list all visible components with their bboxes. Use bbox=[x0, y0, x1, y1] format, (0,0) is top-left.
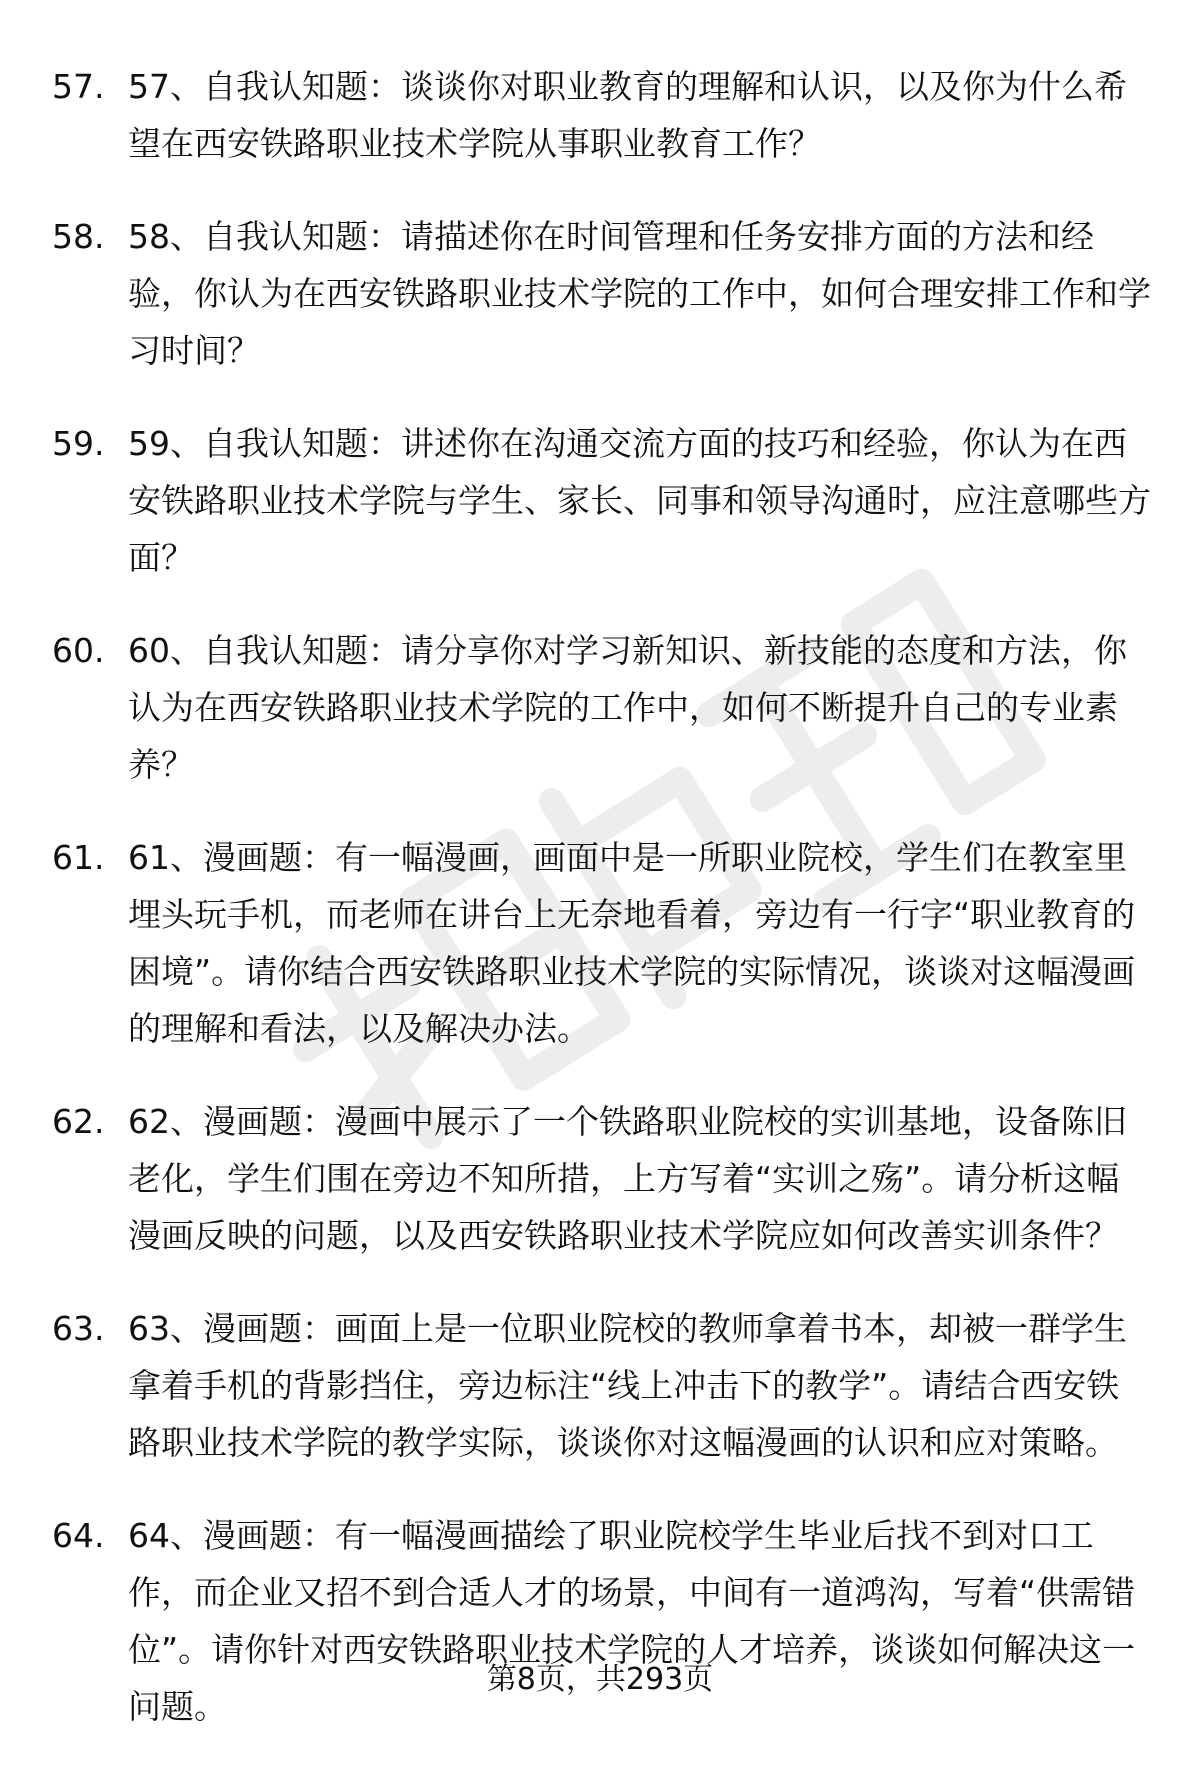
question-item bbox=[52, 415, 1152, 586]
question-number: 61. bbox=[52, 838, 105, 877]
question-item bbox=[52, 58, 1152, 172]
question-item bbox=[52, 829, 1152, 1057]
question-text: 62、漫画题：漫画中展示了一个铁路职业院校的实训基地，设备陈旧老化，学生们围在旁边不知所措，上方写着“实训之殇”。请分析这幅漫画反映的问题，以及西安铁路职业技术学院应如何改善实训条件？ bbox=[128, 1102, 1127, 1255]
question-text: 58、自我认知题：请描述你在时间管理和任务安排方面的方法和经验，你认为在西安铁路职业技术学院的工作中，如何合理安排工作和学习时间？ bbox=[128, 217, 1151, 370]
question-number: 59. bbox=[52, 424, 105, 463]
page-footer: 第8页，共293页 bbox=[486, 1662, 714, 1697]
question-number: 57. bbox=[52, 67, 105, 106]
question-text: 64、漫画题：有一幅漫画描绘了职业院校学生毕业后找不到对口工作，而企业又招不到合适人才的场景，中间有一道鸿沟，写着“供需错位”。请你针对西安铁路职业技术学院的人才培养，谈谈如何解决这一问题。 bbox=[128, 1516, 1136, 1726]
question-text: 63、漫画题：画面上是一位职业院校的教师拿着书本，却被一群学生拿着手机的背影挡住，旁边标注“线上冲击下的教学”。请结合西安铁路职业技术学院的教学实际，谈谈你对这幅漫画的认识和应对策略。 bbox=[128, 1309, 1127, 1462]
question-item bbox=[52, 208, 1152, 379]
question-number: 58. bbox=[52, 217, 105, 256]
question-list bbox=[52, 58, 1152, 1771]
question-item bbox=[52, 1093, 1152, 1264]
question-text: 59、自我认知题：讲述你在沟通交流方面的技巧和经验，你认为在西安铁路职业技术学院与学生、家长、同事和领导沟通时，应注意哪些方面？ bbox=[128, 424, 1151, 577]
question-number: 63. bbox=[52, 1309, 105, 1348]
question-item bbox=[52, 1507, 1152, 1735]
question-text: 61、漫画题：有一幅漫画，画面中是一所职业院校，学生们在教室里埋头玩手机，而老师在讲台上无奈地看着，旁边有一行字“职业教育的困境”。请你结合西安铁路职业技术学院的实际情况，谈谈对这幅漫画的理解和看法，以及解决办法。 bbox=[128, 838, 1136, 1048]
question-text: 57、自我认知题：谈谈你对职业教育的理解和认识，以及你为什么希望在西安铁路职业技术学院从事职业教育工作？ bbox=[128, 67, 1127, 163]
question-item bbox=[52, 622, 1152, 793]
question-number: 62. bbox=[52, 1102, 105, 1141]
question-text: 60、自我认知题：请分享你对学习新知识、新技能的态度和方法，你认为在西安铁路职业技术学院的工作中，如何不断提升自己的专业素养？ bbox=[128, 631, 1127, 784]
question-item bbox=[52, 1300, 1152, 1471]
question-number: 64. bbox=[52, 1516, 105, 1555]
question-number: 60. bbox=[52, 631, 105, 670]
